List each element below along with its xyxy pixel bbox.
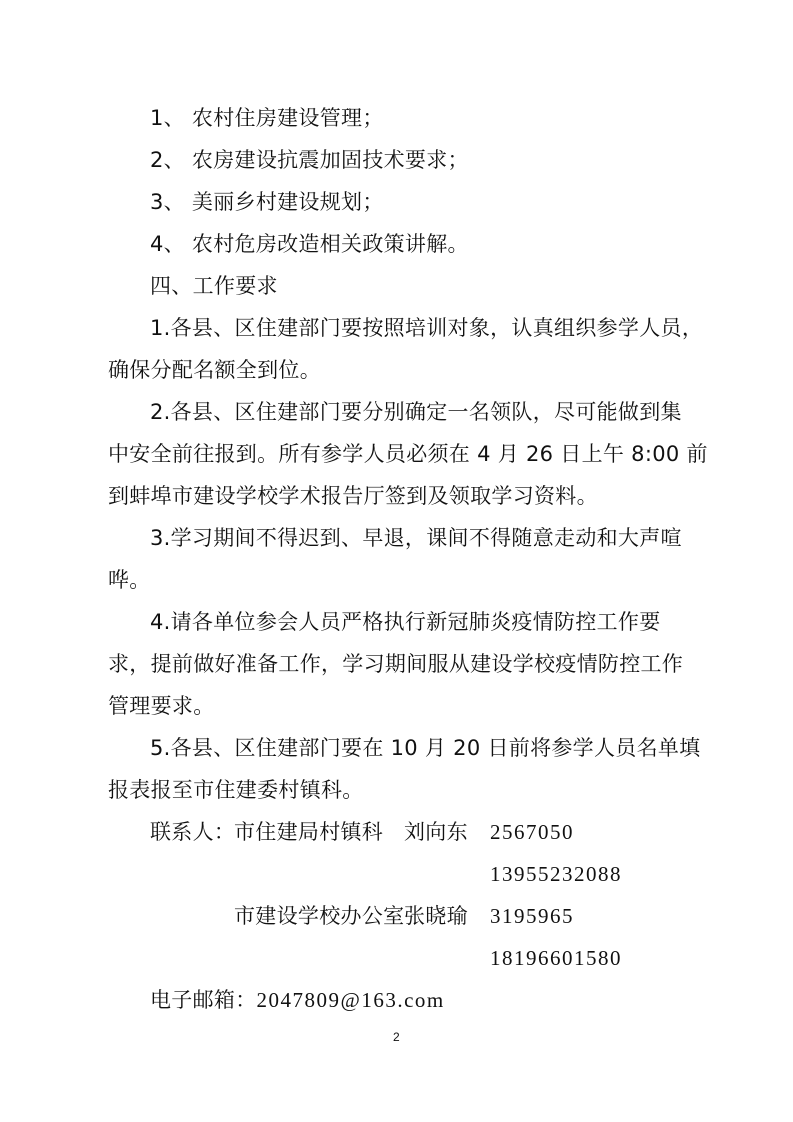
requirement-4-line-1: 4.请各单位参会人员严格执行新冠肺炎疫情防控工作要 bbox=[150, 610, 661, 634]
requirement-5-line-2: 报表报至市住建委村镇科。 bbox=[108, 778, 364, 802]
requirement-3-line-2: 哗。 bbox=[108, 568, 151, 592]
content-item-2: 2、 农房建设抗震加固技术要求； bbox=[150, 148, 469, 172]
contact-2-name: 张晓瑜 bbox=[404, 904, 468, 928]
email-label: 电子邮箱： bbox=[150, 988, 257, 1012]
content-item-3: 3、 美丽乡村建设规划； bbox=[150, 190, 384, 214]
contact-1-phone-1: 2567050 bbox=[490, 820, 574, 844]
requirement-1-line-1: 1.各县、区住建部门要按照培训对象，认真组织参学人员， bbox=[150, 316, 704, 340]
page-number: 2 bbox=[393, 1030, 400, 1044]
requirement-1-line-2: 确保分配名额全到位。 bbox=[108, 358, 321, 382]
contact-2-phone-2: 18196601580 bbox=[490, 946, 622, 970]
requirement-5-line-1: 5.各县、区住建部门要在 10 月 20 日前将参学人员名单填 bbox=[150, 736, 701, 760]
contact-1-org: 市住建局村镇科 bbox=[234, 820, 384, 844]
requirement-4-line-2: 求，提前做好准备工作，学习期间服从建设学校疫情防控工作 bbox=[108, 652, 684, 676]
email-line bbox=[150, 986, 445, 1014]
contact-2-org: 市建设学校办公室 bbox=[234, 904, 405, 928]
requirement-4-line-3: 管理要求。 bbox=[108, 694, 215, 718]
content-item-4: 4、 农村危房改造相关政策讲解。 bbox=[150, 232, 469, 256]
requirement-3-line-1: 3.学习期间不得迟到、早退，课间不得随意走动和大声喧 bbox=[150, 526, 682, 550]
requirement-2-line-2: 中安全前往报到。所有参学人员必须在 4 月 26 日上午 8:00 前 bbox=[108, 442, 708, 466]
content-item-1: 1、 农村住房建设管理； bbox=[150, 106, 384, 130]
requirement-2-line-3: 到蚌埠市建设学校学术报告厅签到及领取学习资料。 bbox=[108, 484, 598, 508]
contact-1-phone-2: 13955232088 bbox=[490, 862, 622, 886]
email-address[interactable]: 2047809@163.com bbox=[256, 988, 445, 1012]
section-heading: 四、工作要求 bbox=[150, 274, 278, 298]
requirement-2-line-1: 2.各县、区住建部门要分别确定一名领队，尽可能做到集 bbox=[150, 400, 682, 424]
contact-1-name: 刘向东 bbox=[404, 820, 468, 844]
contact-label: 联系人： bbox=[150, 820, 236, 844]
contact-2-phone-1: 3195965 bbox=[490, 904, 574, 928]
